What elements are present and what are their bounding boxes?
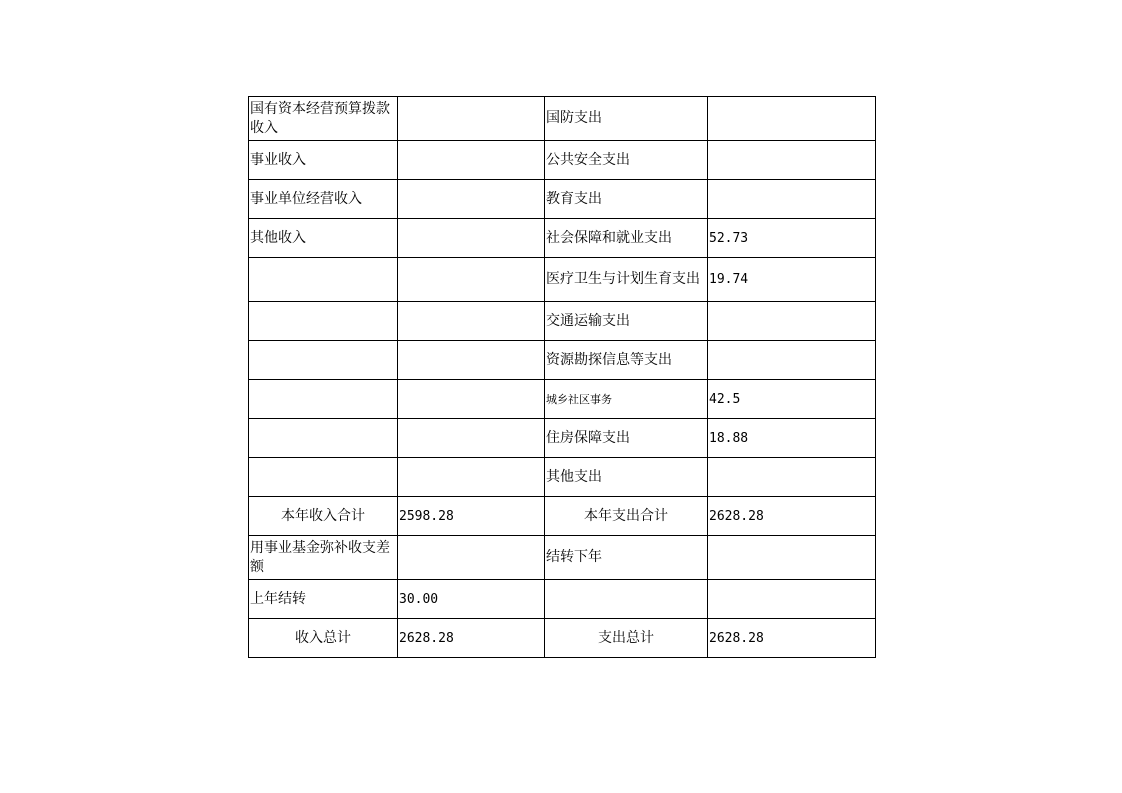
income-total-label: 收入总计 (249, 619, 398, 658)
expense-item-cell: 城乡社区事务 (545, 380, 708, 419)
income-amount-cell (398, 341, 545, 380)
table-row (249, 580, 876, 619)
income-subtotal-amount: 2598.28 (398, 497, 545, 536)
income-item-cell: 国有资本经营预算拨款收入 (249, 97, 398, 141)
expense-amount-cell (708, 341, 876, 380)
table-row (249, 97, 876, 141)
expense-amount-cell: 42.5 (708, 380, 876, 419)
expense-amount-cell: 19.74 (708, 258, 876, 302)
income-item-cell (249, 380, 398, 419)
table-row (249, 341, 876, 380)
expense-total-label: 支出总计 (545, 619, 708, 658)
income-amount-cell (398, 258, 545, 302)
income-item-cell: 上年结转 (249, 580, 398, 619)
income-amount-cell (398, 302, 545, 341)
expense-amount-cell (708, 458, 876, 497)
table-row (249, 536, 876, 580)
expense-amount-cell (708, 141, 876, 180)
table-row (249, 141, 876, 180)
subtotal-row (249, 497, 876, 536)
expense-item-cell: 医疗卫生与计划生育支出 (545, 258, 708, 302)
income-item-cell (249, 258, 398, 302)
expense-item-cell: 国防支出 (545, 97, 708, 141)
income-amount-cell: 30.00 (398, 580, 545, 619)
expense-item-cell (545, 580, 708, 619)
income-amount-cell (398, 536, 545, 580)
income-item-cell (249, 419, 398, 458)
table-row (249, 180, 876, 219)
table-row (249, 258, 876, 302)
expense-amount-cell: 18.88 (708, 419, 876, 458)
expense-amount-cell (708, 536, 876, 580)
expense-amount-cell: 52.73 (708, 219, 876, 258)
income-subtotal-label: 本年收入合计 (249, 497, 398, 536)
table-row (249, 419, 876, 458)
expense-item-cell: 结转下年 (545, 536, 708, 580)
expense-item-cell: 教育支出 (545, 180, 708, 219)
expense-item-cell: 其他支出 (545, 458, 708, 497)
table-row (249, 219, 876, 258)
expense-item-cell: 资源勘探信息等支出 (545, 341, 708, 380)
expense-subtotal-amount: 2628.28 (708, 497, 876, 536)
income-amount-cell (398, 141, 545, 180)
budget-table (248, 96, 876, 658)
income-amount-cell (398, 180, 545, 219)
expense-item-cell: 交通运输支出 (545, 302, 708, 341)
table-row (249, 380, 876, 419)
expense-amount-cell (708, 97, 876, 141)
expense-amount-cell (708, 302, 876, 341)
income-item-cell: 其他收入 (249, 219, 398, 258)
income-amount-cell (398, 219, 545, 258)
income-total-amount: 2628.28 (398, 619, 545, 658)
expense-amount-cell (708, 180, 876, 219)
income-item-cell (249, 302, 398, 341)
income-amount-cell (398, 97, 545, 141)
income-amount-cell (398, 380, 545, 419)
income-amount-cell (398, 419, 545, 458)
expense-total-amount: 2628.28 (708, 619, 876, 658)
table-row (249, 458, 876, 497)
expense-item-cell: 公共安全支出 (545, 141, 708, 180)
expense-amount-cell (708, 580, 876, 619)
income-item-cell: 事业单位经营收入 (249, 180, 398, 219)
income-amount-cell (398, 458, 545, 497)
income-item-cell (249, 458, 398, 497)
expense-item-cell: 社会保障和就业支出 (545, 219, 708, 258)
table-row (249, 302, 876, 341)
income-item-cell: 用事业基金弥补收支差额 (249, 536, 398, 580)
income-item-cell: 事业收入 (249, 141, 398, 180)
expense-item-cell: 住房保障支出 (545, 419, 708, 458)
expense-subtotal-label: 本年支出合计 (545, 497, 708, 536)
total-row (249, 619, 876, 658)
income-item-cell (249, 341, 398, 380)
